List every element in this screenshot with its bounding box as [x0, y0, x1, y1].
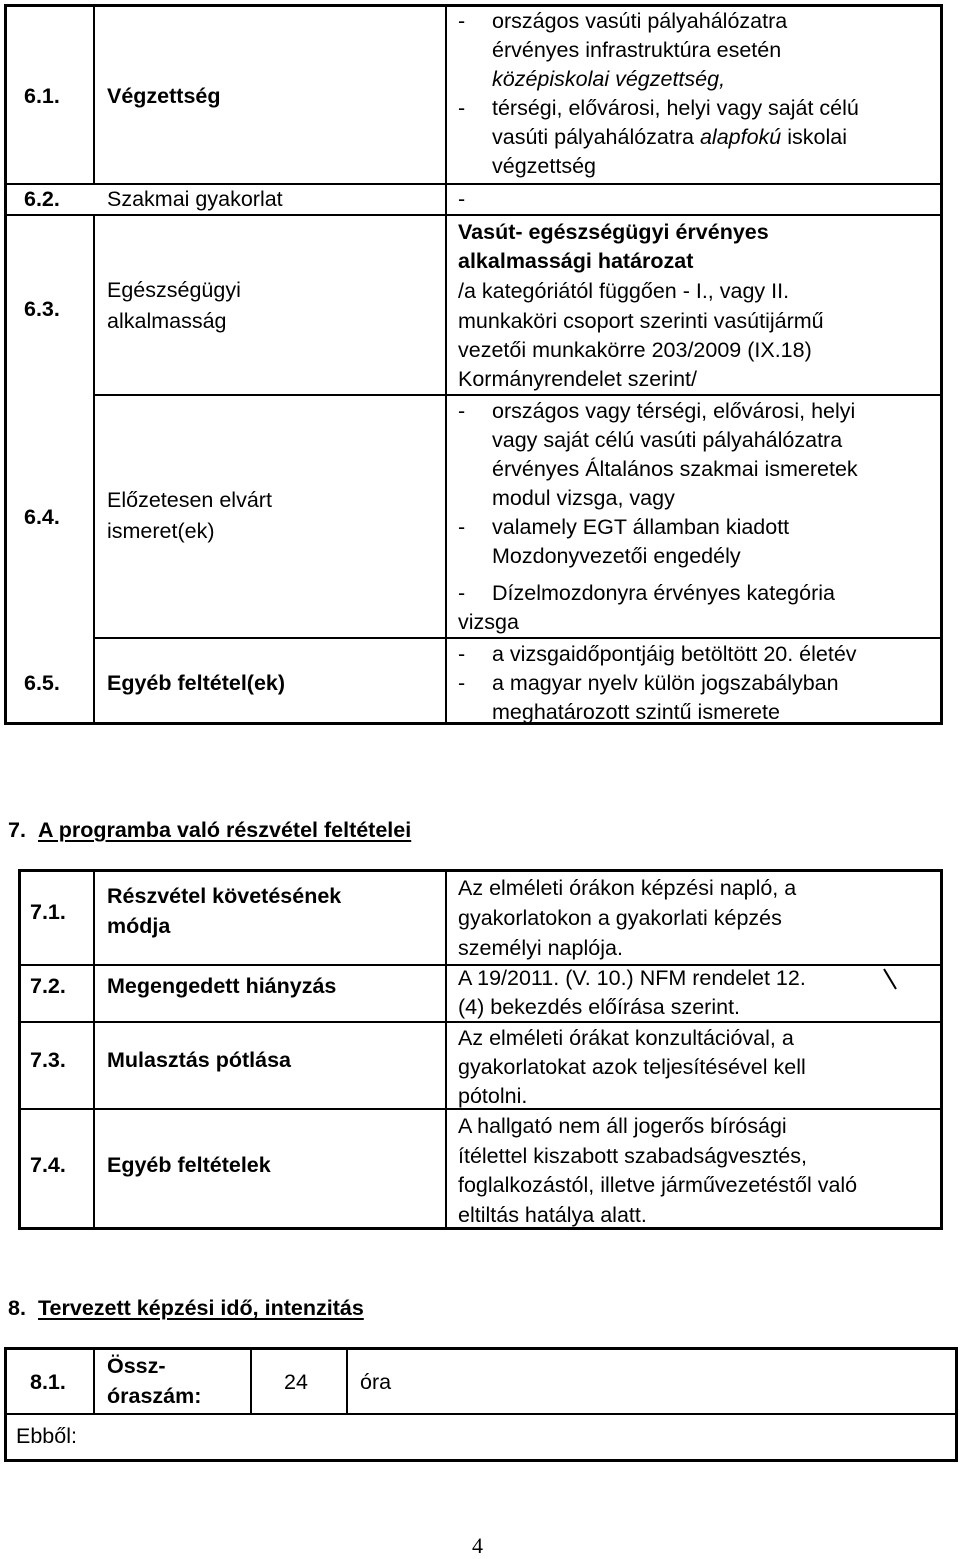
- cell-text: vagy saját célú vasúti pályahálózatra: [492, 428, 843, 452]
- cell-text: személyi naplója.: [458, 936, 623, 960]
- cell-text: meghatározott szintű ismerete: [492, 700, 780, 724]
- table8-col-divider: [346, 1347, 348, 1414]
- cell-text: érvényes Általános szakmai ismeretek: [492, 457, 858, 481]
- cell-text: középiskolai végzettség,: [492, 67, 726, 91]
- row-label: Mulasztás pótlása: [107, 1048, 291, 1072]
- table7-col-divider: [93, 869, 95, 1229]
- cell-text: Kormányrendelet szerint/: [458, 367, 697, 391]
- list-dash: -: [458, 642, 466, 666]
- page-number: 4: [472, 1533, 483, 1558]
- cell-text: A 19/2011. (V. 10.) NFM rendelet 12.: [458, 966, 806, 990]
- table6-border-left: [4, 4, 7, 725]
- section-title: Tervezett képzési idő, intenzitás: [38, 1296, 364, 1320]
- cell-text-italic: alapfokú: [699, 125, 782, 149]
- list-dash: -: [458, 581, 466, 605]
- table8-border-bottom: [4, 1459, 958, 1462]
- table6-border-top: [4, 4, 943, 7]
- row-label: Egyéb feltétel(ek): [107, 671, 286, 695]
- table8-border-right: [955, 1347, 958, 1462]
- cell-text: országos vagy térségi, elővárosi, helyi: [492, 399, 856, 423]
- row-label: óraszám:: [107, 1384, 202, 1408]
- cell-text: érvényes infrastruktúra esetén: [492, 38, 782, 62]
- cell-text: Mozdonyvezetői engedély: [492, 544, 741, 568]
- cell-text: Vasút- egészségügyi érvényes: [458, 220, 769, 244]
- list-dash: -: [458, 671, 466, 695]
- table6-row-divider: [4, 214, 942, 216]
- row-label: Össz-: [107, 1354, 166, 1378]
- table7-border-top: [18, 869, 943, 872]
- row-number: 7.1.: [30, 900, 66, 924]
- row-label: alkalmasság: [107, 309, 227, 333]
- table6-row-divider: [4, 183, 942, 185]
- cell-text-part: iskolai: [781, 125, 847, 149]
- row-label: Megengedett hiányzás: [107, 974, 337, 998]
- row-label: módja: [107, 914, 171, 938]
- list-dash: -: [458, 9, 466, 33]
- cell-text: ítélettel kiszabott szabadságvesztés,: [458, 1144, 807, 1168]
- cell-text: vezetői munkakörre 203/2009 (IX.18): [458, 338, 812, 362]
- list-dash: -: [458, 515, 466, 539]
- cell-text: Az elméleti órákon képzési napló, a: [458, 876, 797, 900]
- table6-row-divider: [93, 637, 942, 639]
- cell-text: országos vasúti pályahálózatra: [492, 9, 788, 33]
- table8-row-divider: [4, 1413, 956, 1415]
- row-label: Egyéb feltételek: [107, 1153, 271, 1177]
- cell-text: a magyar nyelv külön jogszabályban: [492, 671, 839, 695]
- table7-border-left: [18, 869, 21, 1230]
- cell-text: alkalmassági határozat: [458, 249, 694, 273]
- table8-border-top: [4, 1347, 958, 1350]
- row-number: 7.2.: [30, 974, 66, 998]
- row-label: Szakmai gyakorlat: [107, 187, 283, 211]
- table6-row-divider: [93, 394, 942, 396]
- row-number: 6.3.: [24, 297, 60, 321]
- table6-col-divider: [93, 4, 95, 184]
- section-title: A programba való részvétel feltételei: [38, 818, 412, 842]
- row-label: Részvétel követésének: [107, 884, 342, 908]
- cell-text: Az elméleti órákat konzultációval, a: [458, 1026, 794, 1050]
- cell-text: gyakorlatokat azok teljesítésével kell: [458, 1055, 806, 1079]
- table8-border-left: [4, 1347, 7, 1462]
- cell-text: foglalkozástól, illetve járművezetéstől való: [458, 1173, 858, 1197]
- cell-text: -: [458, 187, 466, 211]
- table6-col-divider: [445, 4, 447, 723]
- cell-text: modul vizsga, vagy: [492, 486, 675, 510]
- hours-unit: óra: [360, 1370, 392, 1394]
- cell-text: térségi, elővárosi, helyi vagy saját célú: [492, 96, 859, 120]
- cell-text: munkaköri csoport szerinti vasútijármű: [458, 309, 824, 333]
- row-number: 6.1.: [24, 84, 60, 108]
- row-number: 6.5.: [24, 671, 60, 695]
- list-dash: -: [458, 96, 466, 120]
- cell-text-part: vasúti pályahálózatra: [492, 125, 700, 149]
- row-label: Egészségügyi: [107, 278, 241, 302]
- row-label: Végzettség: [107, 84, 221, 108]
- cell-text: gyakorlatokon a gyakorlati képzés: [458, 906, 782, 930]
- table6-border-right: [940, 4, 943, 725]
- row-number: 7.4.: [30, 1153, 66, 1177]
- cell-text: (4) bekezdés előírása szerint.: [458, 995, 741, 1019]
- cell-text: eltiltás hatálya alatt.: [458, 1203, 647, 1227]
- cell-text: Dízelmozdonyra érvényes kategória: [492, 581, 835, 605]
- row-number: 8.1.: [30, 1370, 66, 1394]
- table7-col-divider: [445, 869, 447, 1229]
- table7-row-divider: [18, 1021, 942, 1023]
- cell-text: /a kategóriától függően - I., vagy II.: [458, 279, 790, 303]
- cell-text: A hallgató nem áll jogerős bírósági: [458, 1114, 787, 1138]
- row-label: ismeret(ek): [107, 519, 215, 543]
- cell-text: a vizsgaidőpontjáig betöltött 20. életév: [492, 642, 857, 666]
- section-number: 8.: [8, 1296, 26, 1320]
- table6-col-divider: [93, 215, 95, 723]
- cell-text: [492, 125, 847, 151]
- table8-col-divider: [93, 1347, 95, 1414]
- cell-text: vizsga: [458, 610, 519, 634]
- section-number: 7.: [8, 818, 26, 842]
- table6-border-bottom: [4, 722, 943, 725]
- row-number: 7.3.: [30, 1048, 66, 1072]
- row-number: 6.2.: [24, 187, 60, 211]
- cell-text: végzettség: [492, 154, 596, 178]
- ebbol-label: Ebből:: [16, 1424, 77, 1448]
- cell-text: valamely EGT államban kiadott: [492, 515, 790, 539]
- line-break-mark: [882, 967, 898, 991]
- list-dash: -: [458, 399, 466, 423]
- table8-col-divider: [250, 1347, 252, 1414]
- cell-text: pótolni.: [458, 1084, 528, 1108]
- row-label: Előzetesen elvárt: [107, 488, 272, 512]
- row-number: 6.4.: [24, 505, 60, 529]
- hours-value: 24: [284, 1370, 308, 1394]
- table7-border-right: [940, 869, 943, 1230]
